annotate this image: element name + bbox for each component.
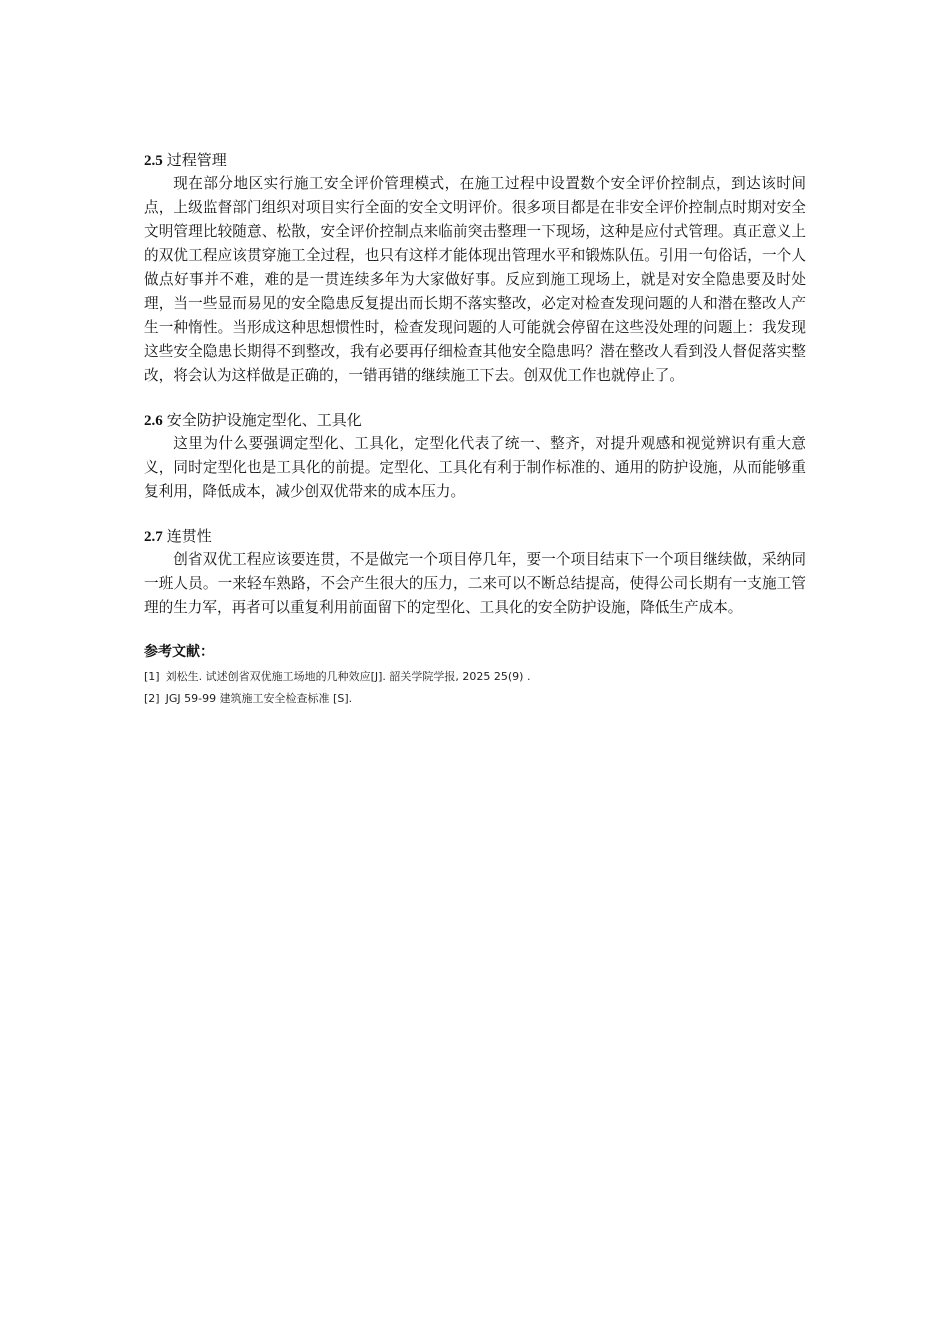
section-title: 过程管理 <box>166 151 227 169</box>
section-number: 2.5 <box>144 153 163 169</box>
section-title: 安全防护设施定型化、工具化 <box>166 411 362 429</box>
section-paragraph: 这里为什么要强调定型化、工具化，定型化代表了统一、整齐，对提升观感和视觉辨识有重大意义，同时定型化也是工具化的前提。定型化、工具化有利于制作标准的、通用的防护设施，从而能够重复利用，降低成本，减少创双优带来的成本压力。 <box>144 435 806 500</box>
section-paragraph: 现在部分地区实行施工安全评价管理模式，在施工过程中设置数个安全评价控制点，到达该时间点，上级监督部门组织对项目实行全面的安全文明评价。很多项目都是在非安全评价控制点时期对安全文明管理比较随意、松散，安全评价控制点来临前突击整理一下现场，这种是应付式管理。真正意义上的双优工程应该贯穿施工全过程，也只有这样才能体现出管理水平和锻炼队伍。引用一句俗话，一个人做点好事并不难，难的是一贯连续多年为大家做好事。反应到施工现场上，就是对安全隐患要及时处理，当一些显而易见的安全隐患反复提出而长期不落实整改，必定对检查发现问题的人和潜在整改人产生一种惰性。当形成这种思想惯性时，检查发现问题的人可能就会停留在这些没处理的问题上：我发现这些安全隐患长期得不到整改，我有必要再仔细检查其他安全隐患吗？潜在整改人看到没人督促落实整改，将会认为这样做是正确的，一错再错的继续施工下去。创双优工作也就停止了。 <box>144 175 806 384</box>
reference-number: [2] <box>144 692 160 705</box>
section-number: 2.7 <box>144 529 163 545</box>
section-2-7 <box>144 524 806 620</box>
references-heading: 参考文献： <box>144 644 214 660</box>
section-heading <box>144 408 806 432</box>
reference-item <box>144 688 806 710</box>
reference-number: [1] <box>144 670 160 683</box>
section-number: 2.6 <box>144 413 163 429</box>
section-paragraph: 创省双优工程应该要连贯，不是做完一个项目停几年，要一个项目结束下一个项目继续做，采纳同一班人员。一来轻车熟路，不会产生很大的压力，二来可以不断总结提高，使得公司长期有一支施工管理的生力军，再者可以重复利用前面留下的定型化、工具化的安全防护设施，降低生产成本。 <box>144 551 806 616</box>
reference-item <box>144 666 806 688</box>
section-heading <box>144 148 806 172</box>
section-2-5 <box>144 148 806 388</box>
reference-text: JGJ 59-99 建筑施工安全检查标准 [S]. <box>165 692 353 705</box>
reference-text: 刘松生. 试述创省双优施工场地的几种效应[J]. 韶关学院学报, 2025 25(9) . <box>165 670 531 683</box>
section-title: 连贯性 <box>166 527 212 545</box>
references <box>144 640 806 710</box>
document-page <box>144 148 806 710</box>
section-2-6 <box>144 408 806 504</box>
section-heading <box>144 524 806 548</box>
